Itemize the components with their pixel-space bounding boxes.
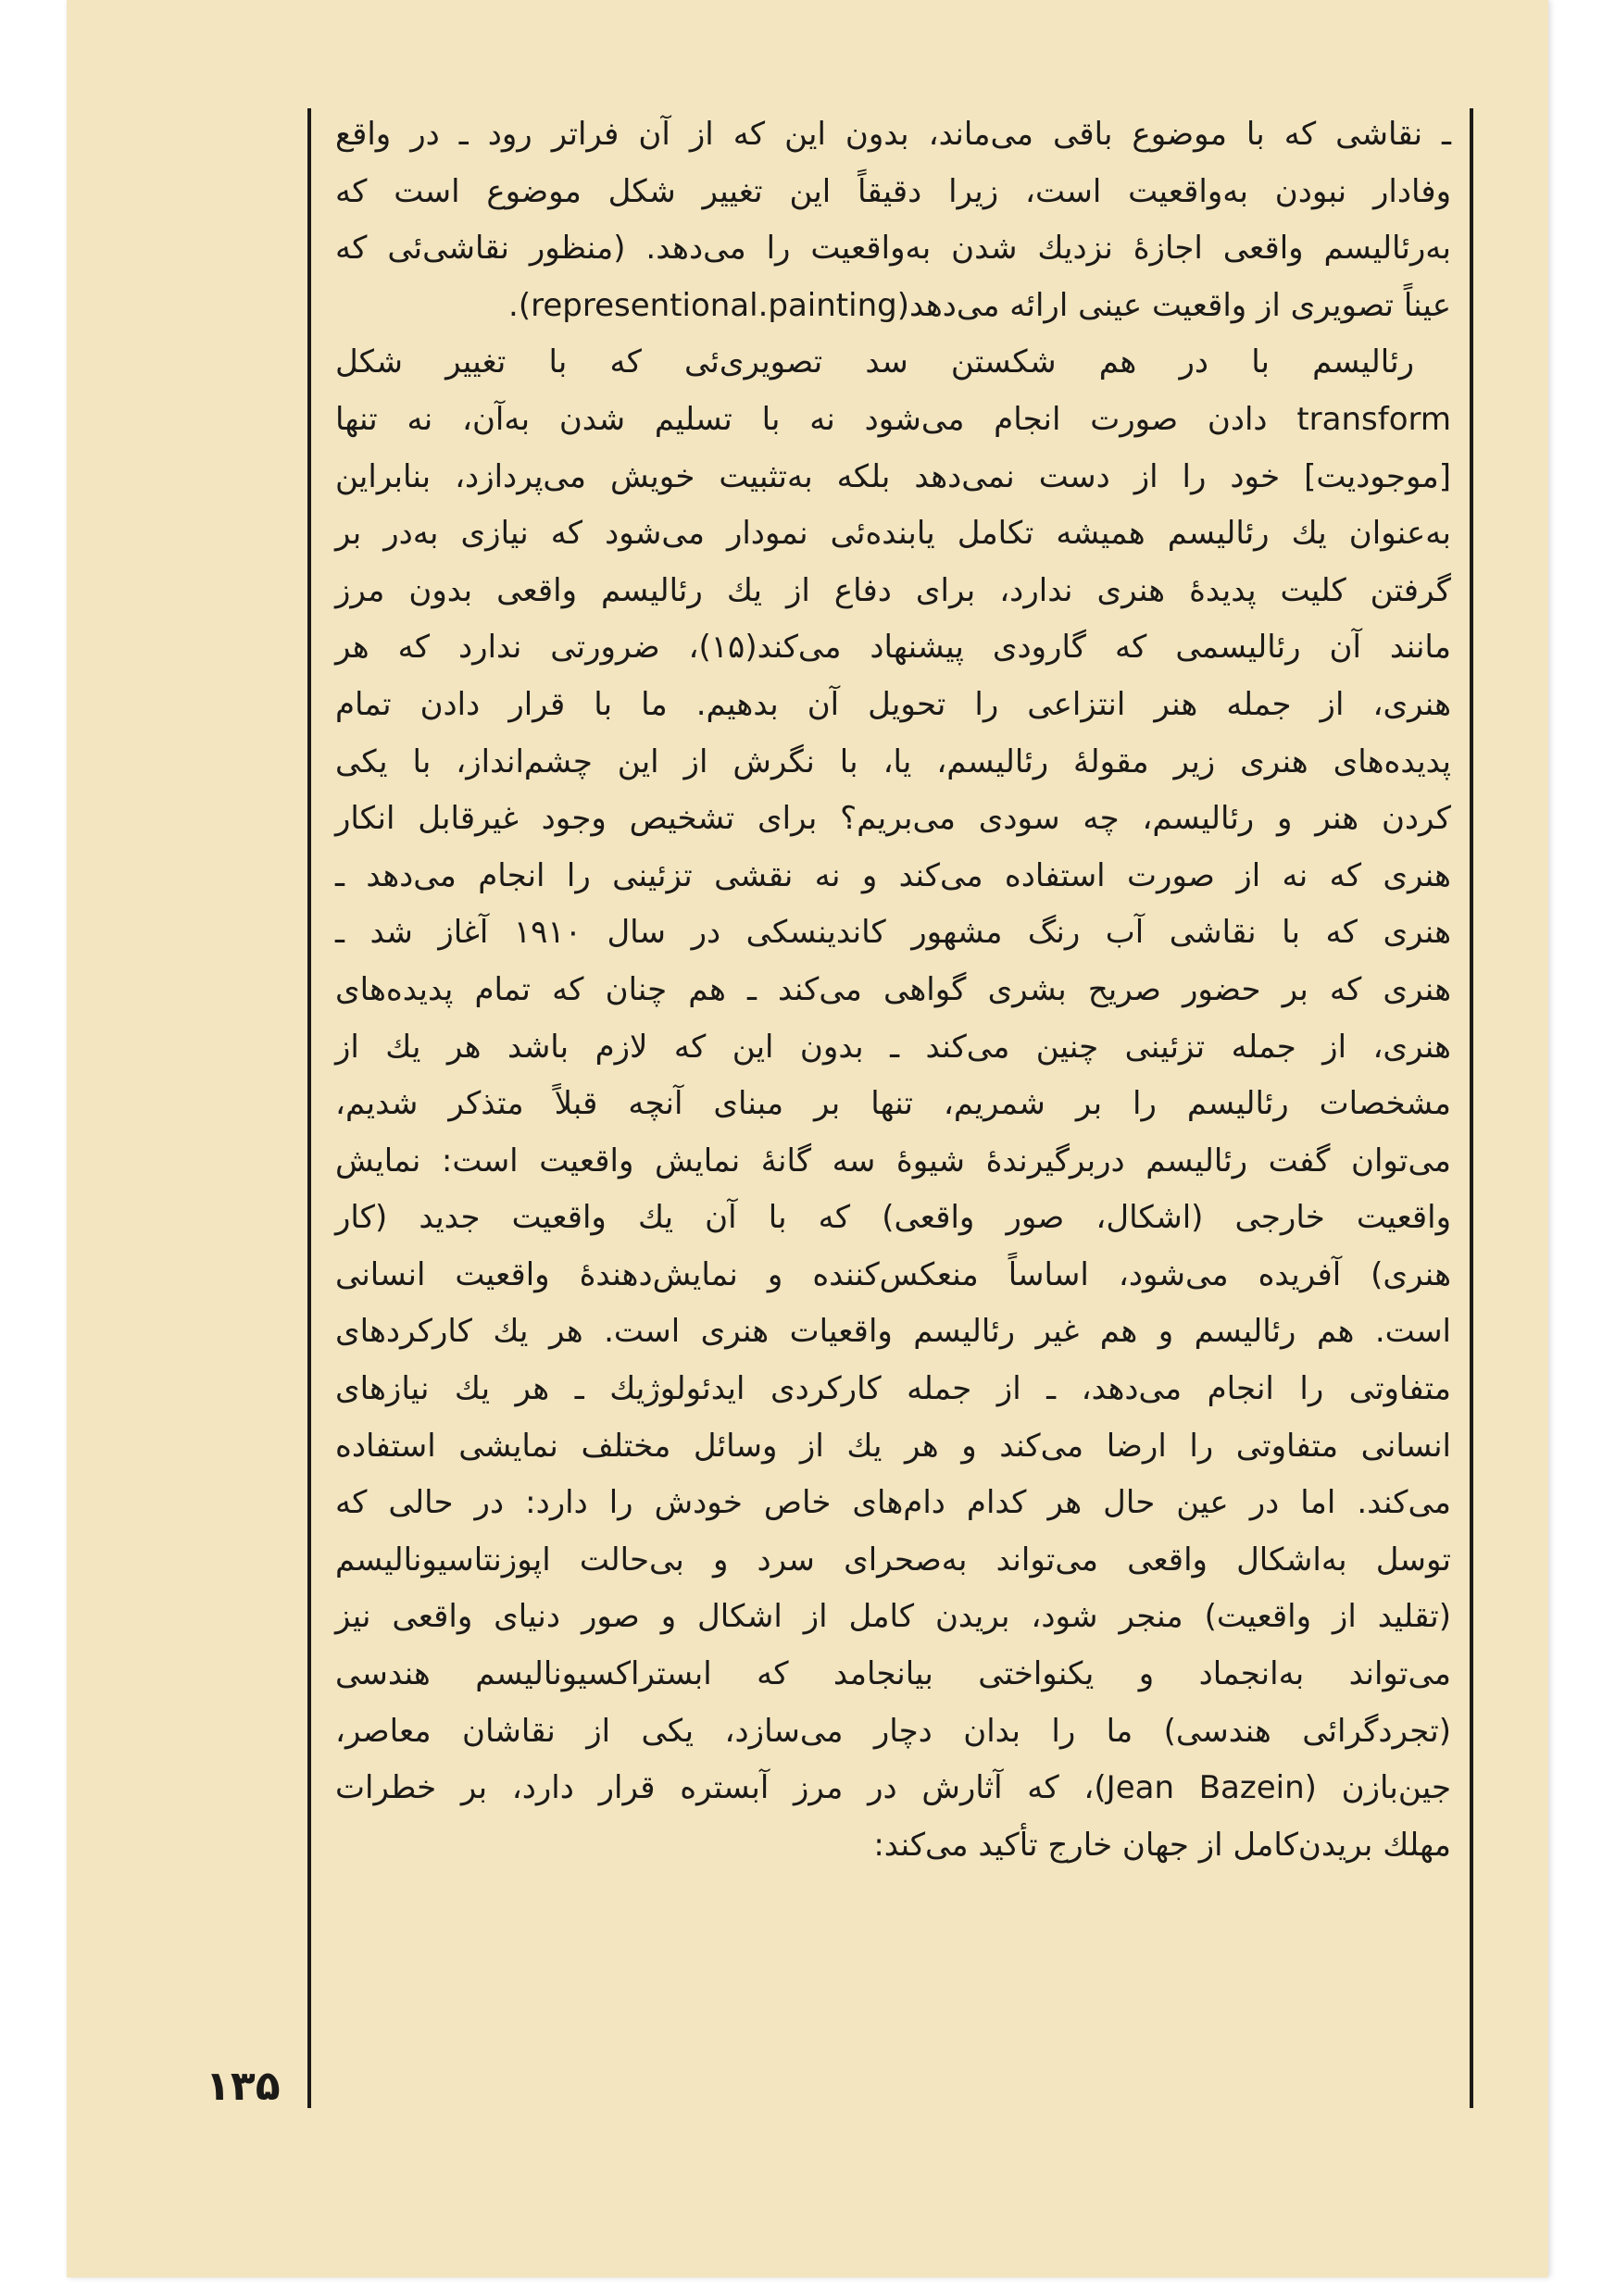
- text-line: می‌کند. اما در عین حال هر کدام دام‌های خاص خودش را دارد: در حالی که: [335, 1484, 1451, 1522]
- text-line: به‌رئالیسم واقعی اجازهٔ نزدیك شدن به‌واقعیت را می‌دهد. (منظور نقاشی‌ئی که: [335, 230, 1451, 268]
- book-page: [67, 0, 1548, 2277]
- text-line: [موجودیت] خود را از دست نمی‌دهد بلکه به‌تثبیت خویش می‌پردازد، بنابراین: [335, 457, 1451, 495]
- text-line: مشخصات رئالیسم را بر شمریم، تنها بر مبنای آنچه قبلاً متذکر شدیم،: [335, 1085, 1451, 1123]
- right-column-rule: [1470, 108, 1473, 2108]
- text-line: به‌عنوان یك رئالیسم همیشه تکامل یابنده‌ئی نمودار می‌شود که نیازی به‌در بر: [335, 515, 1451, 553]
- text-line: انسانی متفاوتی را ارضا می‌کند و هر یك از وسائل مختلف نمایشی استفاده: [335, 1427, 1451, 1465]
- text-line: ـ نقاشی که با موضوع باقی می‌ماند، بدون این که از آن فراتر رود ـ در واقع: [335, 116, 1451, 153]
- text-line: کردن هنر و رئالیسم، چه سودی می‌بریم؟ برای تشخیص وجود غیرقابل انکار: [335, 800, 1451, 838]
- body-text: [335, 106, 1451, 1874]
- page-number: ۱۳۵: [206, 2063, 281, 2110]
- text-line: وفادار نبودن به‌واقعیت است، زیرا دقیقاً این تغییر شکل موضوع است که: [335, 172, 1451, 210]
- text-line: هنری که بر حضور صریح بشری گواهی می‌کند ـ هم چنان که تمام پدیده‌های: [335, 970, 1451, 1008]
- text-line: می‌تواند به‌انجماد و یکنواختی بیانجامد که ابستراکسیونالیسم هندسی: [335, 1655, 1451, 1693]
- text-line: (تقلید از واقعیت) منجر شود، بریدن کامل از اشکال و صور دنیای واقعی نیز: [335, 1598, 1451, 1636]
- text-line: گرفتن کلیت پدیدهٔ هنری ندارد، برای دفاع از یك رئالیسم واقعی بدون مرز: [335, 571, 1451, 609]
- text-line: می‌توان گفت رئالیسم دربرگیرندهٔ شیوهٔ سه گانهٔ نمایش واقعیت است: نمایش: [335, 1142, 1451, 1179]
- text-line: هنری) آفریده می‌شود، اساساً منعکس‌کننده و نمایش‌دهندهٔ واقعیت انسانی: [335, 1255, 1451, 1293]
- text-line: عیناً تصویری از واقعیت عینی ارائه می‌دهد(representional.painting).: [508, 286, 1451, 324]
- text-line: مانند آن رئالیسمی که گارودی پیشنهاد می‌کند(۱۵)، ضرورتی ندارد که هر: [335, 629, 1451, 667]
- text-line: رئالیسم با در هم شکستن سد تصویری‌ئی که با تغییر شکل: [335, 343, 1414, 381]
- text-line: هنری که با نقاشی آب رنگ مشهور کاندینسکی در سال ۱۹۱۰ آغاز شد ـ: [335, 914, 1451, 952]
- text-line: هنری که نه از صورت استفاده می‌کند و نه نقشی تزئینی را انجام می‌دهد ـ: [335, 856, 1451, 894]
- text-line: توسل به‌اشکال واقعی می‌تواند به‌صحرای سرد و بی‌حالت اپوزنتاسیونالیسم: [335, 1541, 1451, 1578]
- text-line: transform دادن صورت انجام می‌شود نه با تسلیم شدن به‌آن، نه تنها: [335, 400, 1451, 438]
- text-line: جین‌بازن (Jean Bazein)، که آثارش در مرز آبستره قرار دارد، بر خطرات: [335, 1769, 1451, 1807]
- text-line: است. هم رئالیسم و هم غیر رئالیسم واقعیات هنری است. هر یك کارکردهای: [335, 1313, 1451, 1351]
- text-line: هنری، از جمله هنر انتزاعی را تحویل آن بدهیم. ما با قرار دادن تمام: [335, 685, 1451, 723]
- text-line: پدیده‌های هنری زیر مقولهٔ رئالیسم، یا، با نگرش از این چشم‌انداز، با یکی: [335, 742, 1451, 780]
- text-line: هنری، از جمله تزئینی چنین می‌کند ـ بدون این که لازم باشد هر یك از: [335, 1028, 1451, 1066]
- text-line: متفاوتی را انجام می‌دهد، ـ از جمله کارکردی ایدئولوژیك ـ هر یك نیازهای: [335, 1370, 1451, 1408]
- text-line: (تجردگرائی هندسی) ما را بدان دچار می‌سازد، یکی از نقاشان معاصر،: [335, 1712, 1451, 1750]
- text-line: مهلك بریدن‌کامل از جهان خارج تأکید می‌کند:: [873, 1826, 1451, 1864]
- left-column-rule: [307, 108, 311, 2108]
- text-line: واقعیت خارجی (اشکال، صور واقعی) که با آن یك واقعیت جدید (کار: [335, 1199, 1451, 1237]
